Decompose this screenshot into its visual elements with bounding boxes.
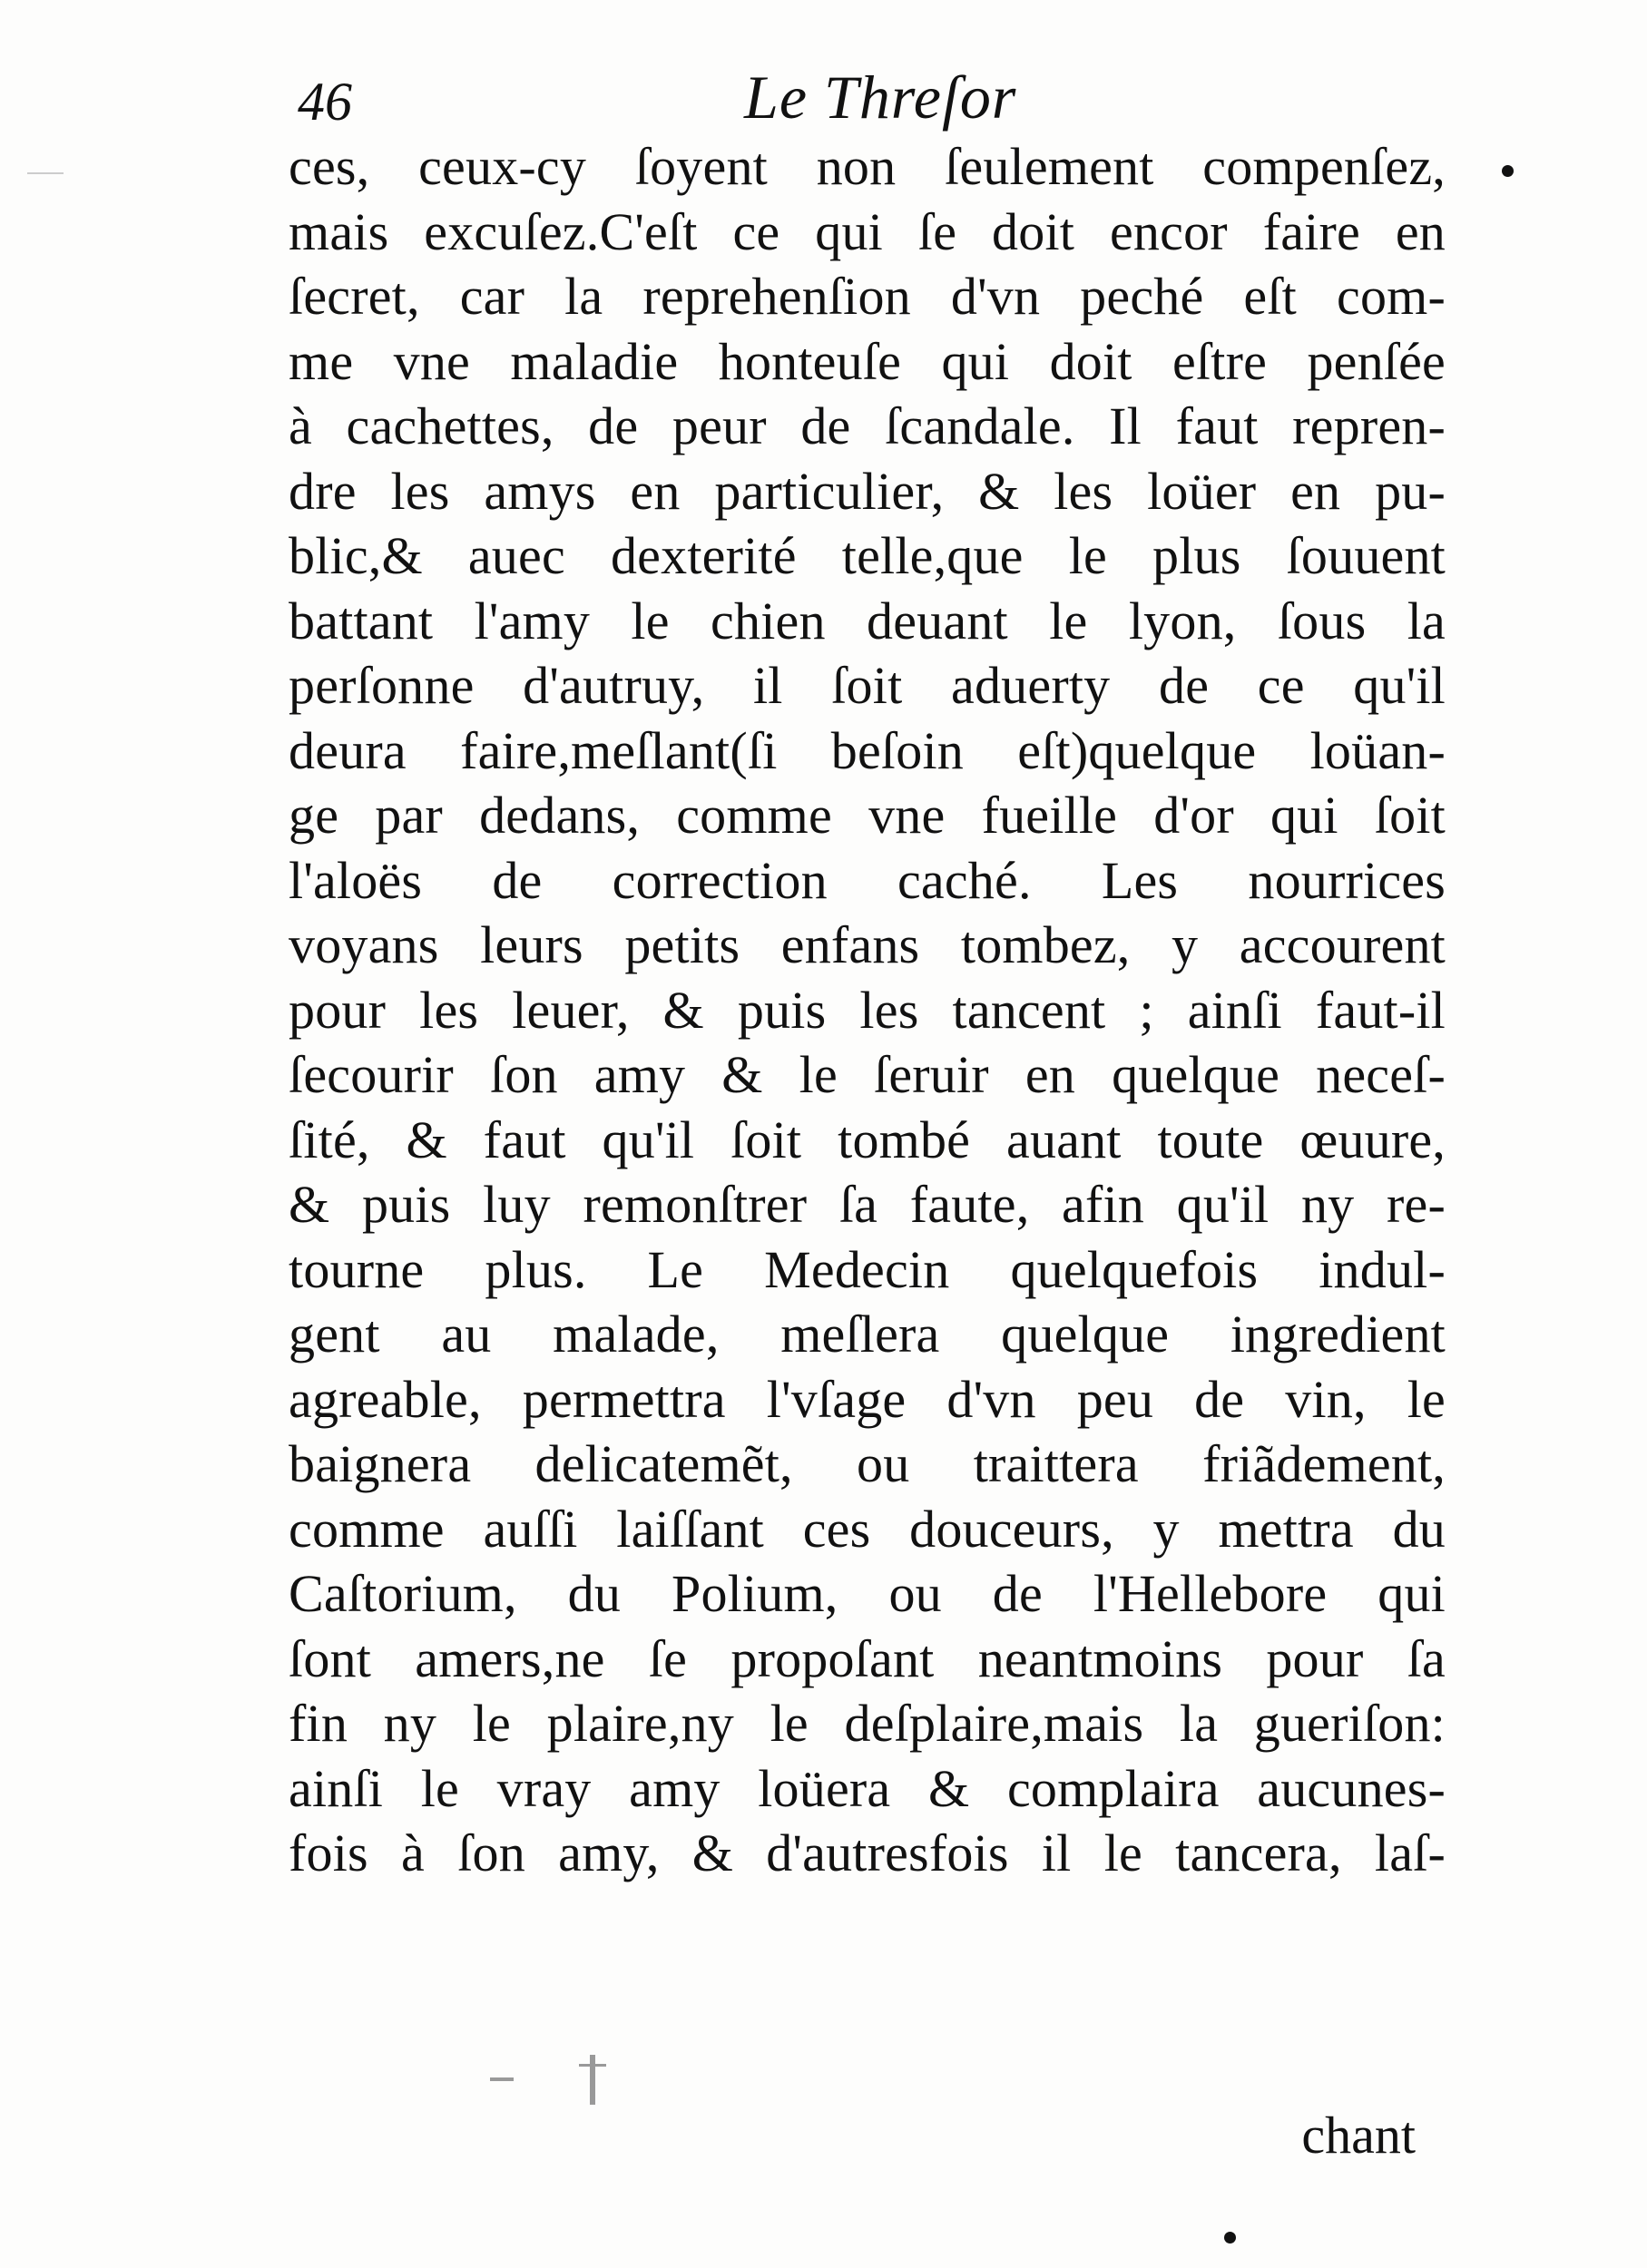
text-line: fois à ſon amy, & d'autresfois il le tancera, laſ-	[289, 1823, 1446, 1882]
text-line: & puis luy remonſtrer ſa faute, afin qu'il ny re-	[289, 1175, 1446, 1234]
text-line: tourne plus. Le Medecin quelquefois indul-	[289, 1239, 1446, 1299]
margin-mark	[27, 172, 64, 174]
text-line: battant l'amy le chien deuant le lyon, ſous la	[289, 591, 1446, 650]
page-number: 46	[298, 72, 352, 132]
text-line: gent au malade, meſlera quelque ingredient	[289, 1305, 1446, 1364]
text-line: ainſi le vray amy loüera & complaira aucunes-	[289, 1758, 1446, 1818]
text-line: ces, ceux-cy ſoyent non ſeulement compenſez,	[289, 137, 1446, 196]
body-text	[289, 134, 1446, 1886]
running-title: Le Threſor	[744, 63, 1017, 132]
text-line: l'aloës de correction caché. Les nourrices	[289, 850, 1446, 910]
text-line: ſité, & faut qu'il ſoit tombé auant toute œuure,	[289, 1110, 1446, 1169]
text-line: perſonne d'autruy, il ſoit aduerty de ce qu'il	[289, 656, 1446, 715]
text-line: Caſtorium, du Polium, ou de l'Hellebore qui	[289, 1564, 1446, 1623]
text-line: baignera delicatemẽt, ou traittera friãdement,	[289, 1434, 1446, 1493]
text-line: comme auſſi laiſſant ces douceurs, y mettra du	[289, 1499, 1446, 1559]
text-line: pour les leuer, & puis les tancent ; ainſi faut-il	[289, 980, 1446, 1040]
ink-dot-mark	[1224, 2232, 1236, 2244]
text-line: voyans leurs petits enfans tombez, y accourent	[289, 915, 1446, 974]
bleed-through-mark	[579, 2064, 606, 2067]
ink-dot-mark	[1502, 165, 1514, 177]
text-line: dre les amys en particulier, & les loüer en pu-	[289, 461, 1446, 521]
text-line: fin ny le plaire,ny le deſplaire,mais la gueriſon:	[289, 1694, 1446, 1753]
text-line: ſecourir ſon amy & le ſeruir en quelque neceſ-	[289, 1045, 1446, 1104]
catchword: chant	[1301, 2106, 1416, 2165]
text-line: ge par dedans, comme vne fueille d'or qui ſoit	[289, 786, 1446, 845]
text-line: blic,& auec dexterité telle,que le plus ſouuent	[289, 526, 1446, 585]
bleed-through-mark	[490, 2077, 514, 2081]
text-line: ſecret, car la reprehenſion d'vn peché eſt com-	[289, 267, 1446, 326]
bleed-through-mark	[590, 2055, 595, 2105]
text-line: à cachettes, de peur de ſcandale. Il faut repren-	[289, 396, 1446, 455]
text-line: deura faire,meſlant(ſi beſoin eſt)quelque loüan-	[289, 720, 1446, 780]
text-line: ſont amers,ne ſe propoſant neantmoins pour ſa	[289, 1628, 1446, 1688]
text-line: agreable, permettra l'vſage d'vn peu de vin, le	[289, 1369, 1446, 1429]
text-line: me vne maladie honteuſe qui doit eſtre penſée	[289, 331, 1446, 391]
text-line: mais excuſez.C'eſt ce qui ſe doit encor faire en	[289, 201, 1446, 261]
